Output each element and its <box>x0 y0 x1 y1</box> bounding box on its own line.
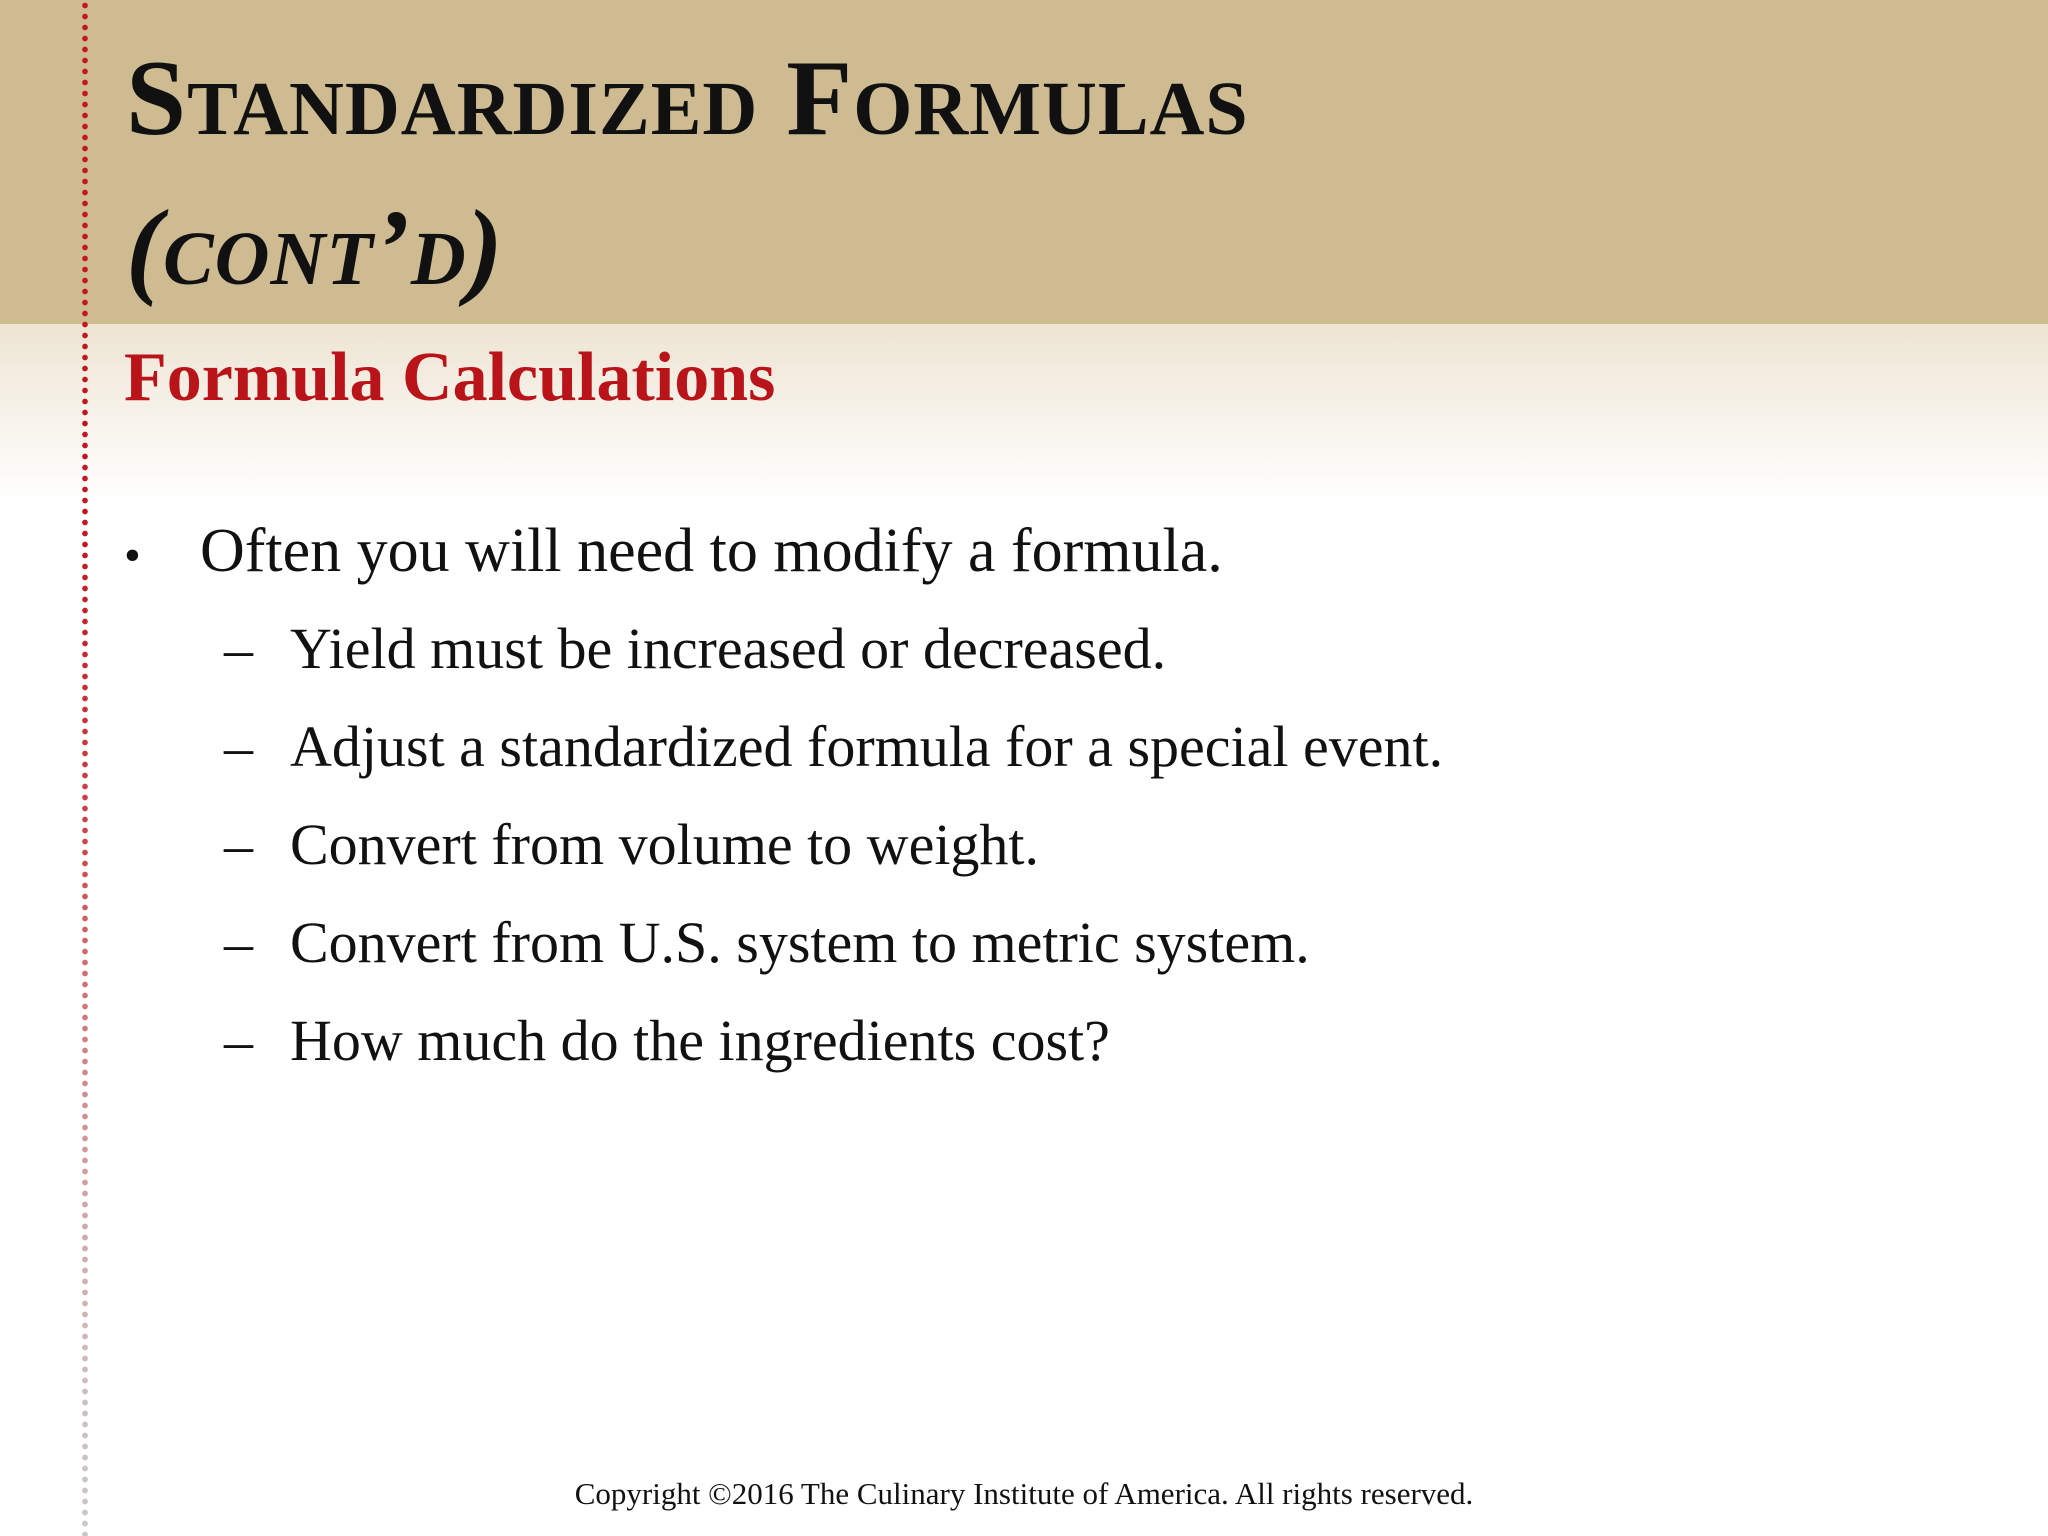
sub-bullet-item <box>124 992 1984 1090</box>
dash-icon: – <box>224 714 253 779</box>
dash-icon: – <box>224 910 253 975</box>
sub-bullet-text: How much do the ingredients cost? <box>290 1008 1110 1073</box>
sub-bullet-text: Convert from volume to weight. <box>290 812 1040 877</box>
sub-bullet-list <box>124 600 1984 1090</box>
title-line-1: Standardized Formulas <box>126 39 1249 158</box>
bullet-text: Often you will need to modify a formula. <box>200 517 1223 585</box>
slide-subtitle: Formula Calculations <box>124 339 776 416</box>
sub-bullet-item <box>124 796 1984 894</box>
dash-icon: – <box>224 1008 253 1073</box>
bullet-item <box>124 502 1984 600</box>
sub-bullet-item <box>124 698 1984 796</box>
sub-bullet-text: Yield must be increased or decreased. <box>290 616 1167 681</box>
dash-icon: – <box>224 812 253 877</box>
dotted-vertical-rule-fade <box>82 0 88 1536</box>
title-line-2: (cont’d) <box>126 189 504 308</box>
sub-bullet-item <box>124 894 1984 992</box>
bullet-content <box>124 502 1984 1090</box>
sub-bullet-text: Convert from U.S. system to metric system. <box>290 910 1310 975</box>
copyright-notice: Copyright ©2016 The Culinary Institute of America. All rights reserved. <box>574 1476 1474 1511</box>
sub-bullet-text: Adjust a standardized formula for a special event. <box>290 714 1444 779</box>
dash-icon: – <box>224 616 253 681</box>
sub-bullet-item <box>124 600 1984 698</box>
bullet-icon: • <box>124 529 141 582</box>
slide-title <box>126 24 1986 324</box>
